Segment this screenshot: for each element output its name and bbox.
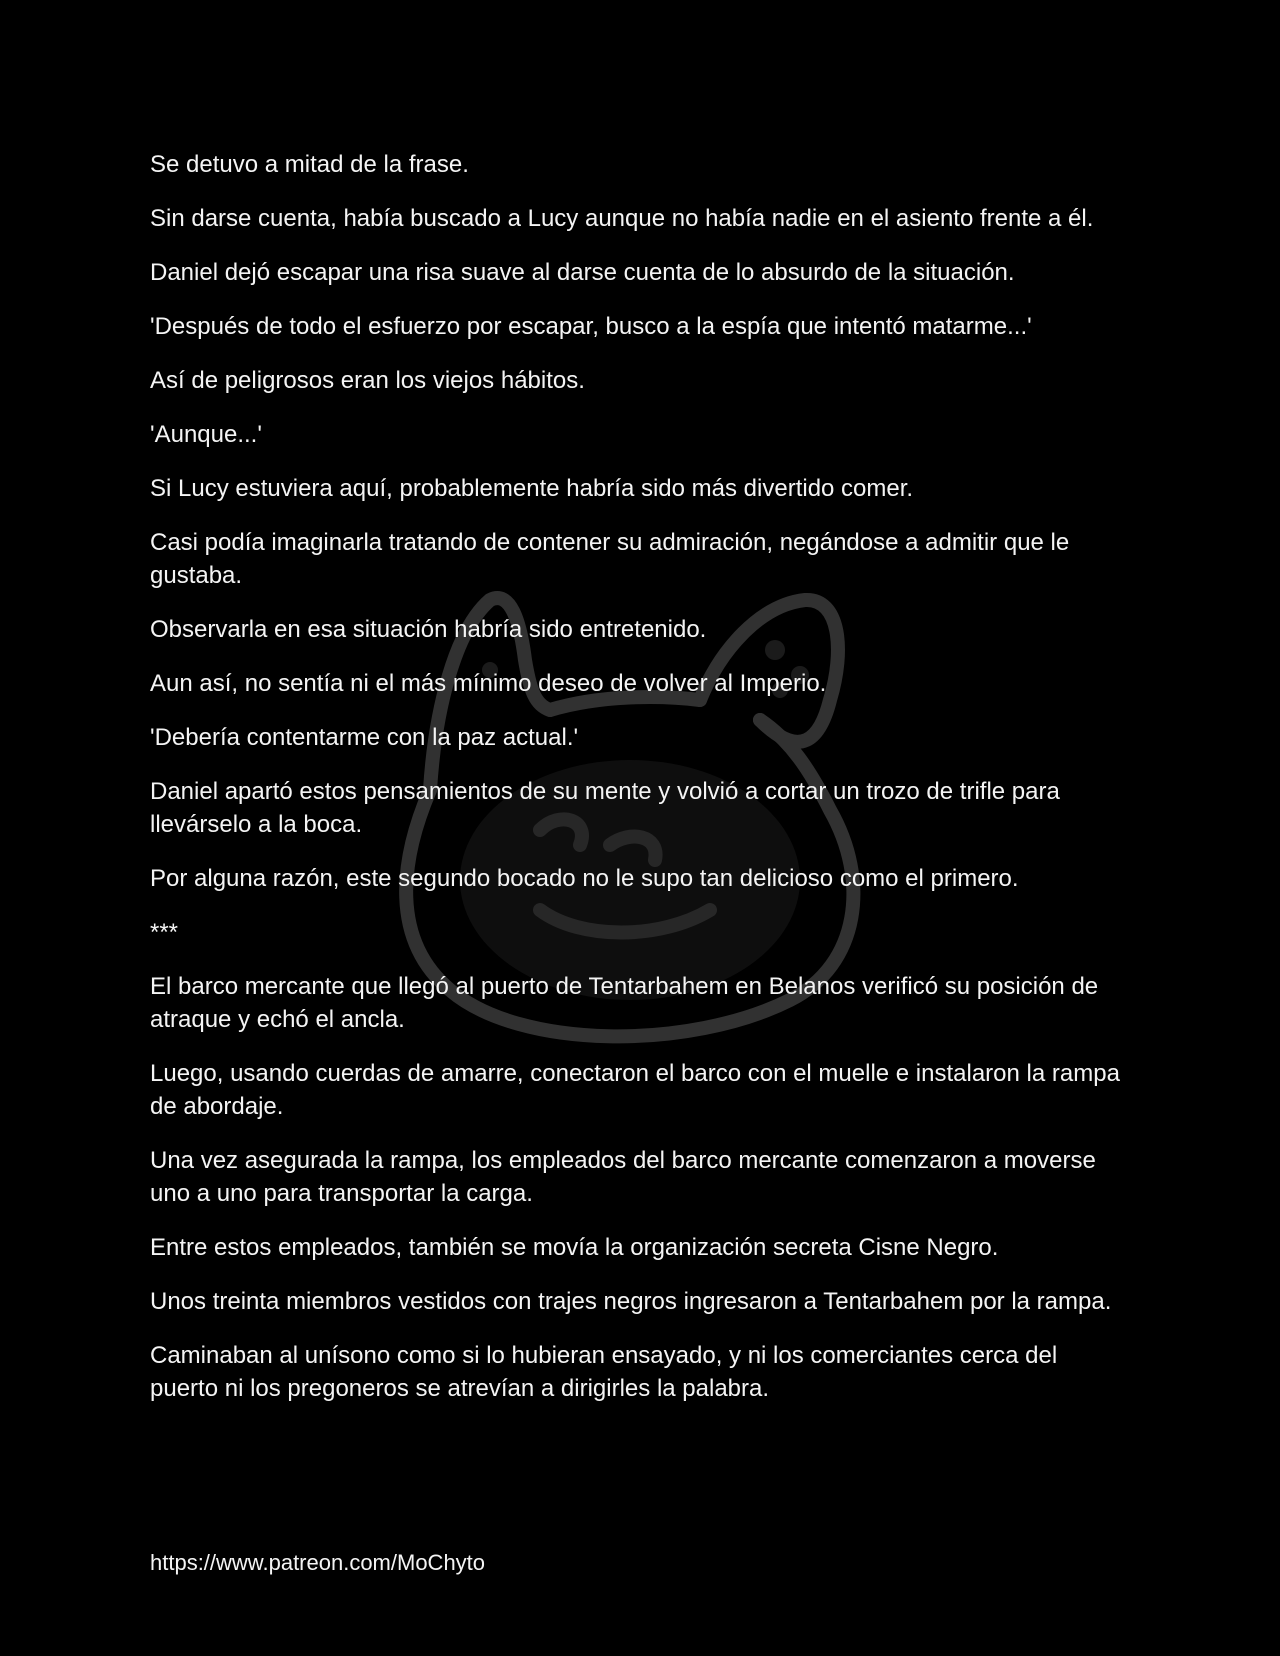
paragraph: Caminaban al unísono como si lo hubieran ensayado, y ni los comerciantes cerca del puerto ni los pregoneros se atrevían a dirigirles la palabra. (150, 1342, 1058, 1402)
paragraph: El barco mercante que llegó al puerto de Tentarbahem en Belanos verificó su posición de atraque y echó el ancla. (150, 973, 1099, 1033)
paragraph: Si Lucy estuviera aquí, probablemente habría sido más divertido comer. (150, 475, 914, 502)
paragraph: Unos treinta miembros vestidos con trajes negros ingresaron a Tentarbahem por la rampa. (150, 1288, 1112, 1315)
text-body (150, 148, 1130, 1426)
paragraph: Una vez asegurada la rampa, los empleados del barco mercante comenzaron a moverse uno a uno para transportar la carga. (150, 1147, 1096, 1207)
paragraph: Casi podía imaginarla tratando de contener su admiración, negándose a admitir que le gustaba. (150, 529, 1070, 589)
paragraph: Así de peligrosos eran los viejos hábitos. (150, 367, 585, 394)
paragraph: 'Después de todo el esfuerzo por escapar, busco a la espía que intentó matarme...' (150, 313, 1032, 340)
paragraph: Daniel apartó estos pensamientos de su mente y volvió a cortar un trozo de trifle para llevárselo a la boca. (150, 778, 1060, 838)
paragraph: Por alguna razón, este segundo bocado no le supo tan delicioso como el primero. (150, 865, 1019, 892)
paragraph: Aun así, no sentía ni el más mínimo deseo de volver al Imperio. (150, 670, 827, 697)
paragraph: Entre estos empleados, también se movía la organización secreta Cisne Negro. (150, 1234, 999, 1261)
paragraph: Se detuvo a mitad de la frase. (150, 151, 469, 178)
paragraph: Daniel dejó escapar una risa suave al darse cuenta de lo absurdo de la situación. (150, 259, 1015, 286)
scene-break: *** (150, 919, 179, 946)
paragraph: Luego, usando cuerdas de amarre, conectaron el barco con el muelle e instalaron la rampa de abordaje. (150, 1060, 1120, 1120)
paragraph: 'Debería contentarme con la paz actual.' (150, 724, 579, 751)
paragraph: Sin darse cuenta, había buscado a Lucy aunque no había nadie en el asiento frente a él. (150, 205, 1094, 232)
paragraph: Observarla en esa situación habría sido entretenido. (150, 616, 707, 643)
patreon-link[interactable]: https://www.patreon.com/MoChyto (150, 1550, 486, 1575)
paragraph: 'Aunque...' (150, 421, 262, 448)
